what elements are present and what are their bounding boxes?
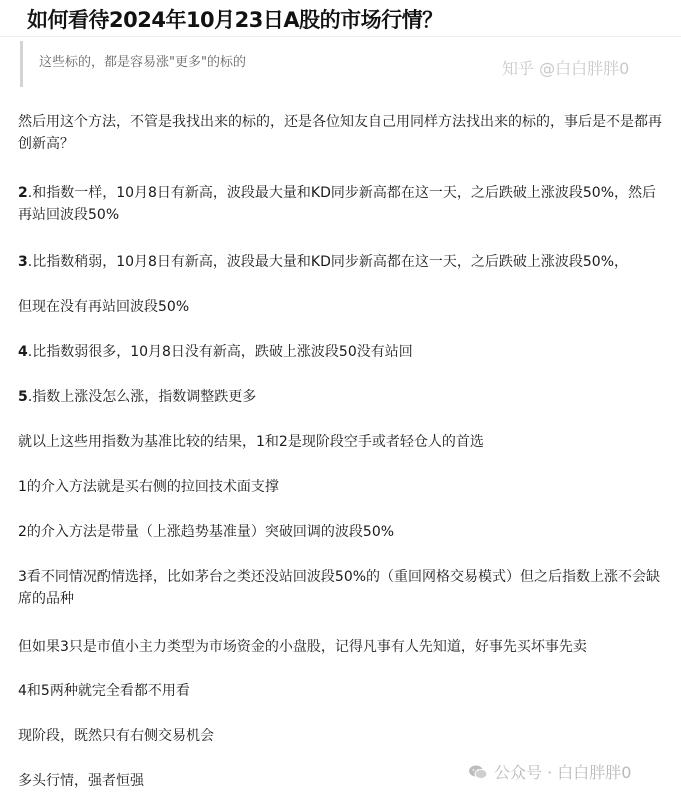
paragraph-text: 多头行情，强者恒强 — [18, 773, 144, 789]
paragraph-1 — [18, 111, 668, 155]
paragraph-text: 但现在没有再站回波段50% — [18, 299, 190, 315]
paragraph-text: 4和5两种就完全看都不用看 — [18, 683, 190, 699]
paragraph-text: .指数上涨没怎么涨，指数调整跌更多 — [27, 389, 257, 405]
paragraph-2 — [18, 182, 668, 226]
item-number: 4 — [18, 344, 28, 360]
paragraph-12 — [18, 680, 668, 702]
article-title[interactable]: 如何看待2024年10月23日A股的市场行情？ — [27, 8, 443, 32]
paragraph-4 — [18, 296, 668, 318]
paragraph-text: 但如果3只是市值小主力类型为市场资金的小盘股，记得凡事有人先知道，好事先买坏事先卖 — [18, 639, 587, 655]
paragraph-8 — [18, 476, 668, 498]
wechat-icon — [468, 764, 488, 780]
paragraph-10 — [18, 566, 668, 610]
paragraph-text: 现阶段，既然只有右侧交易机会 — [18, 728, 214, 744]
item-number: 2 — [18, 185, 28, 201]
paragraph-text: 3看不同情况酌情选择，比如茅台之类还没站回波段50%的（重回网格交易模式）但之后指数上涨不会缺席的品种 — [18, 569, 661, 607]
paragraph-5 — [18, 341, 668, 363]
paragraph-text: .比指数弱很多，10月8日没有新高，跌破上涨波段50没有站回 — [27, 344, 413, 360]
paragraph-text: 就以上这些用指数为基准比较的结果，1和2是现阶段空手或者轻仓人的首选 — [18, 434, 484, 450]
paragraph-text: .比指数稍弱，10月8日有新高，波段最大量和KD同步新高都在这一天，之后跌破上涨波段50%， — [27, 254, 628, 270]
paragraph-7 — [18, 431, 668, 453]
item-number: 5 — [18, 389, 28, 405]
zhihu-watermark: 知乎 @白白胖胖0 — [502, 59, 630, 78]
paragraph-text: .和指数一样，10月8日有新高，波段最大量和KD同步新高都在这一天，之后跌破上涨波段50%，然后再站回波段50% — [18, 185, 656, 223]
paragraph-11 — [18, 636, 668, 658]
paragraph-9 — [18, 521, 668, 543]
wechat-watermark — [468, 760, 631, 783]
paragraph-text: 2的介入方法是带量（上涨趋势基准量）突破回调的波段50% — [18, 524, 395, 540]
paragraph-6 — [18, 386, 668, 408]
item-number: 3 — [18, 254, 28, 270]
paragraph-3 — [18, 251, 668, 273]
paragraph-text: 1的介入方法就是买右侧的拉回技术面支撑 — [18, 479, 279, 495]
article-header — [0, 0, 681, 37]
paragraph-13 — [18, 725, 668, 747]
quote-text: 这些标的，都是容易涨"更多"的标的 — [39, 55, 246, 70]
wechat-watermark-label: 公众号 · 白白胖胖0 — [494, 763, 632, 782]
paragraph-text: 然后用这个方法，不管是我找出来的标的，还是各位知友自己用同样方法找出来的标的，事后是不是都再创新高？ — [18, 114, 662, 152]
